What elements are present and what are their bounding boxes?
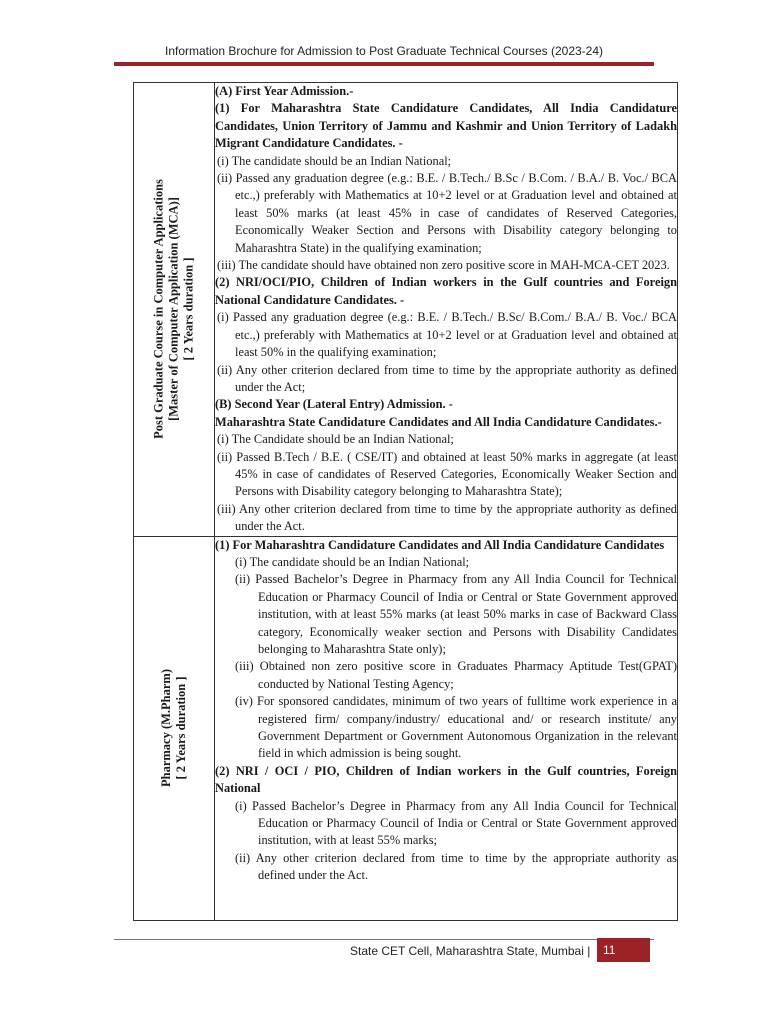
course-label-line: [ 2 Years duration ] [181, 257, 196, 361]
criterion-item: (iv) For sponsored candidates, minimum of two years of fulltime work experience in a registered firm/ company/industry/ educational and/ or research institute/ any Government Department or Government Autonomous Organization in the relevant field in which admission is being sought. [235, 694, 677, 761]
course-label-line: [Master of Computer Application (MCA)] [166, 197, 181, 422]
course-label-line: [ 2 Years duration ] [174, 676, 188, 780]
criterion-item: (i) The candidate should be an Indian National; [217, 153, 452, 168]
section-heading: (1) For Maharashtra State Candidature Candidates, All India Candidature Candidates, Union Territory of Jammu and Kashmir and Union Territory of Ladakh Migrant Candidature Candidates. - [215, 101, 677, 151]
criterion-item: (iii) The candidate should have obtained non zero positive score in MAH-MCA-CET 2023. [217, 258, 670, 273]
course-label-line: Post Graduate Course in Computer Applications [151, 179, 166, 440]
section-heading: (B) Second Year (Lateral Entry) Admission. - [215, 397, 453, 412]
criterion-item: (ii) Any other criterion declared from time to time by the appropriate authority as defined under the Act; [217, 362, 677, 394]
course-label-mca [152, 179, 197, 439]
eligibility-table [133, 82, 678, 921]
section-heading: (1) For Maharashtra Candidature Candidates and All India Candidature Candidates [215, 537, 665, 552]
header-rule [114, 62, 654, 66]
table-row-mpharm [134, 536, 678, 920]
page-header-title: Information Brochure for Admission to Post Graduate Technical Courses (2023-24) [165, 44, 603, 58]
criterion-item: (i) The Candidate should be an Indian National; [217, 432, 454, 447]
section-heading: (A) First Year Admission.- [215, 84, 354, 98]
criterion-item: (ii) Passed any graduation degree (e.g.: B.E. / B.Tech./ B.Sc / B.Com. / B.A./ B. Voc./ BCA etc.,) preferably with Mathematics at 10+2 level or at Graduation level and obtained at least 50% marks (at least 45% in case of candidates of Reserved Categories, Economically Weaker Section and Persons with Disability category belonging to Maharashtra State) in the qualifying examination; [217, 171, 677, 255]
page-number-badge: 11 [597, 938, 650, 962]
criterion-item: (iii) Any other criterion declared from time to time by the appropriate authority as defined under the Act. [217, 501, 677, 534]
criterion-item: (iii) Obtained non zero positive score in Graduates Pharmacy Aptitude Test(GPAT) conducted by National Testing Agency; [235, 659, 677, 691]
course-label-mpharm [159, 669, 189, 787]
course-label-cell-mca [134, 83, 215, 537]
table-row-mca [134, 83, 678, 537]
course-label-line: Pharmacy (M.Pharm) [159, 669, 173, 788]
footer-rule [114, 939, 654, 940]
footer-text: State CET Cell, Maharashtra State, Mumbai | [350, 944, 591, 958]
criterion-item: (i) Passed any graduation degree (e.g.: B.E. / B.Tech./ B.Sc/ B.Com./ B.A./ B. Voc./ BCA etc.,) preferably with Mathematics at 10+2 level or at Graduation level and obtained at least 50% in the qualifying examination; [217, 310, 677, 360]
criterion-item: (ii) Any other criterion declared from time to time by the appropriate authority as defined under the Act. [235, 850, 677, 883]
criterion-item: (ii) Passed B.Tech / B.E. ( CSE/IT) and obtained at least 50% marks in aggregate (at least 45% in case of candidates of Reserved Categories, Economically Weaker Section and Persons with Disability category belonging to Maharashtra State); [217, 449, 677, 499]
section-heading: (2) NRI / OCI / PIO, Children of Indian workers in the Gulf countries, Foreign National [215, 763, 677, 796]
criterion-item: (ii) Passed Bachelor’s Degree in Pharmacy from any All India Council for Technical Education or Pharmacy Council of India or Central or State Government approved institution, with at least 55% marks (at least 50% marks in case of Backward Class category, Economically weaker section and Persons with Disability Candidates belonging to Maharashtra State only); [235, 572, 677, 656]
eligibility-cell-mca [215, 83, 678, 537]
eligibility-cell-mpharm [215, 536, 678, 920]
section-heading: (2) NRI/OCI/PIO, Children of Indian workers in the Gulf countries and Foreign National Candidature Candidates. - [215, 275, 677, 307]
criterion-item: (i) The candidate should be an Indian National; [235, 554, 470, 569]
criterion-item: (i) Passed Bachelor’s Degree in Pharmacy from any All India Council for Technical Education or Pharmacy Council of India or Central or State Government approved institution, with at least 55% marks; [235, 798, 677, 848]
course-label-cell-mpharm [134, 536, 215, 920]
section-heading: Maharashtra State Candidature Candidates and All India Candidature Candidates.- [215, 414, 662, 429]
